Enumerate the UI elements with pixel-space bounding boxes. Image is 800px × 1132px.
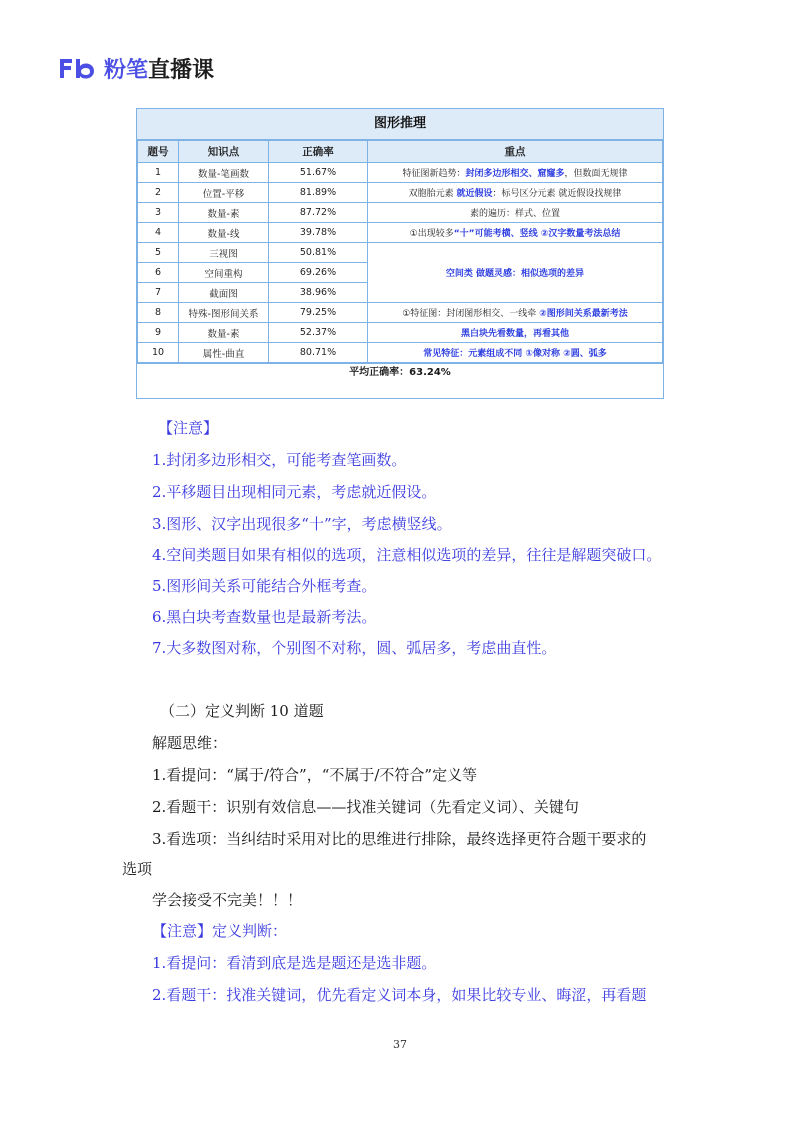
cell-key: 黑白块先看数量，再看其他 xyxy=(368,323,663,343)
note-item: 3.图形、汉字出现很多“十”字，考虑横竖线。 xyxy=(152,515,452,533)
cell-rate: 69.26% xyxy=(269,263,368,283)
table-row xyxy=(138,343,663,363)
key-text: ：标号区分元素 就近假设找规律 xyxy=(492,189,622,199)
cell-topic: 数量-素 xyxy=(179,323,269,343)
table-row xyxy=(138,323,663,343)
cell-key: 素的遍历：样式、位置 xyxy=(368,203,663,223)
accept-line: 学会接受不完美！！！ xyxy=(152,891,303,909)
cell-key xyxy=(368,183,663,203)
cell-rate: 52.37% xyxy=(269,323,368,343)
definition-note-item: 2.看题干：找准关键词，优先看定义词本身，如果比较专业、晦涩，再看题 xyxy=(152,986,647,1004)
header xyxy=(58,53,214,83)
note-item: 6.黑白块考查数量也是最新考法。 xyxy=(152,608,377,626)
note-label: 【注意】 xyxy=(152,922,213,940)
cell-key xyxy=(368,303,663,323)
definition-note-item: 1.看提问：看清到底是选是题还是选非题。 xyxy=(152,954,437,972)
cell-topic: 数量-笔画数 xyxy=(179,163,269,183)
cell-topic: 数量-线 xyxy=(179,223,269,243)
table-row xyxy=(138,203,663,223)
page-number: 37 xyxy=(393,1038,407,1051)
col-header: 正确率 xyxy=(269,141,368,163)
key-text: ①特征图：封闭图形相交、一线牵 xyxy=(402,309,540,319)
cell-no: 6 xyxy=(138,263,179,283)
key-highlight: “十”可能考横、竖线 xyxy=(453,229,538,239)
note-item: 2.平移题目出现相同元素，考虑就近假设。 xyxy=(152,483,437,501)
key-text: ①出现较多 xyxy=(409,229,454,239)
definition-note-title xyxy=(152,921,287,941)
graphic-reasoning-table xyxy=(136,108,664,399)
key-highlight: 就近假设 xyxy=(456,189,493,199)
key-text: 双胞胎元素 xyxy=(408,189,457,199)
cell-rate: 81.89% xyxy=(269,183,368,203)
notes-title: 【注意】 xyxy=(158,419,219,437)
cell-no: 9 xyxy=(138,323,179,343)
cell-key-merged: 空间类 做题灵感：相似选项的差异 xyxy=(368,243,663,303)
note-item: 1.封闭多边形相交，可能考查笔画数。 xyxy=(152,451,407,469)
table-header-row xyxy=(138,141,663,163)
cell-no: 1 xyxy=(138,163,179,183)
thinking-label: 解题思维： xyxy=(152,734,228,752)
table-row xyxy=(138,223,663,243)
cell-topic: 数量-素 xyxy=(179,203,269,223)
key-text: 特征图新趋势： xyxy=(402,169,466,179)
table-row xyxy=(138,243,663,263)
note-item: 5.图形间关系可能结合外框考查。 xyxy=(152,577,377,595)
table-title: 图形推理 xyxy=(137,109,663,140)
col-header: 重点 xyxy=(368,141,663,163)
cell-rate: 39.78% xyxy=(269,223,368,243)
cell-topic: 三视图 xyxy=(179,243,269,263)
cell-topic: 空间重构 xyxy=(179,263,269,283)
cell-rate: 80.71% xyxy=(269,343,368,363)
step-item: 1.看提问：“属于/符合”，“不属于/不符合”定义等 xyxy=(152,766,478,784)
table-row xyxy=(138,303,663,323)
key-highlight: ②图形间关系最新考法 xyxy=(539,309,628,319)
cell-rate: 87.72% xyxy=(269,203,368,223)
cell-key: 常见特征：元素组成不同 ①像对称 ②圆、弧多 xyxy=(368,343,663,363)
cell-topic: 截面图 xyxy=(179,283,269,303)
cell-topic: 位置-平移 xyxy=(179,183,269,203)
cell-rate: 51.67% xyxy=(269,163,368,183)
cell-rate: 38.96% xyxy=(269,283,368,303)
cell-topic: 属性-曲直 xyxy=(179,343,269,363)
cell-no: 8 xyxy=(138,303,179,323)
table-row xyxy=(138,163,663,183)
cell-rate: 50.81% xyxy=(269,243,368,263)
cell-no: 5 xyxy=(138,243,179,263)
col-header: 题号 xyxy=(138,141,179,163)
key-highlight: 封闭多边形相交、窟窿多 xyxy=(465,169,565,179)
average-rate: 平均正确率：63.24% xyxy=(137,363,663,382)
step-item-cont: 选项 xyxy=(122,860,153,878)
key-highlight: ②汉字数量考法总结 xyxy=(537,229,621,239)
section-heading: （二）定义判断 10 道题 xyxy=(160,702,324,720)
cell-rate: 79.25% xyxy=(269,303,368,323)
cell-no: 10 xyxy=(138,343,179,363)
note-title-rest: 定义判断： xyxy=(212,922,288,940)
cell-key xyxy=(368,163,663,183)
brand-part2: 直播课 xyxy=(148,57,215,83)
cell-no: 3 xyxy=(138,203,179,223)
table-row xyxy=(138,183,663,203)
col-header: 知识点 xyxy=(179,141,269,163)
cell-no: 7 xyxy=(138,283,179,303)
fenbi-logo-icon xyxy=(58,56,98,80)
cell-no: 4 xyxy=(138,223,179,243)
note-item: 4.空间类题目如果有相似的选项，注意相似选项的差异，往往是解题突破口。 xyxy=(152,546,662,564)
step-item: 2.看题干：识别有效信息——找准关键词（先看定义词）、关键句 xyxy=(152,798,579,816)
brand-name xyxy=(104,53,214,84)
cell-key xyxy=(368,223,663,243)
key-text: ，但数面无规律 xyxy=(564,169,628,179)
step-item: 3.看选项：当纠结时采用对比的思维进行排除，最终选择更符合题干要求的 xyxy=(152,830,647,848)
cell-no: 2 xyxy=(138,183,179,203)
note-item: 7.大多数图对称，个别图不对称，圆、弧居多，考虑曲直性。 xyxy=(152,639,557,657)
stats-table xyxy=(137,140,663,363)
brand-part1: 粉笔 xyxy=(104,57,149,83)
cell-topic: 特殊-图形间关系 xyxy=(179,303,269,323)
